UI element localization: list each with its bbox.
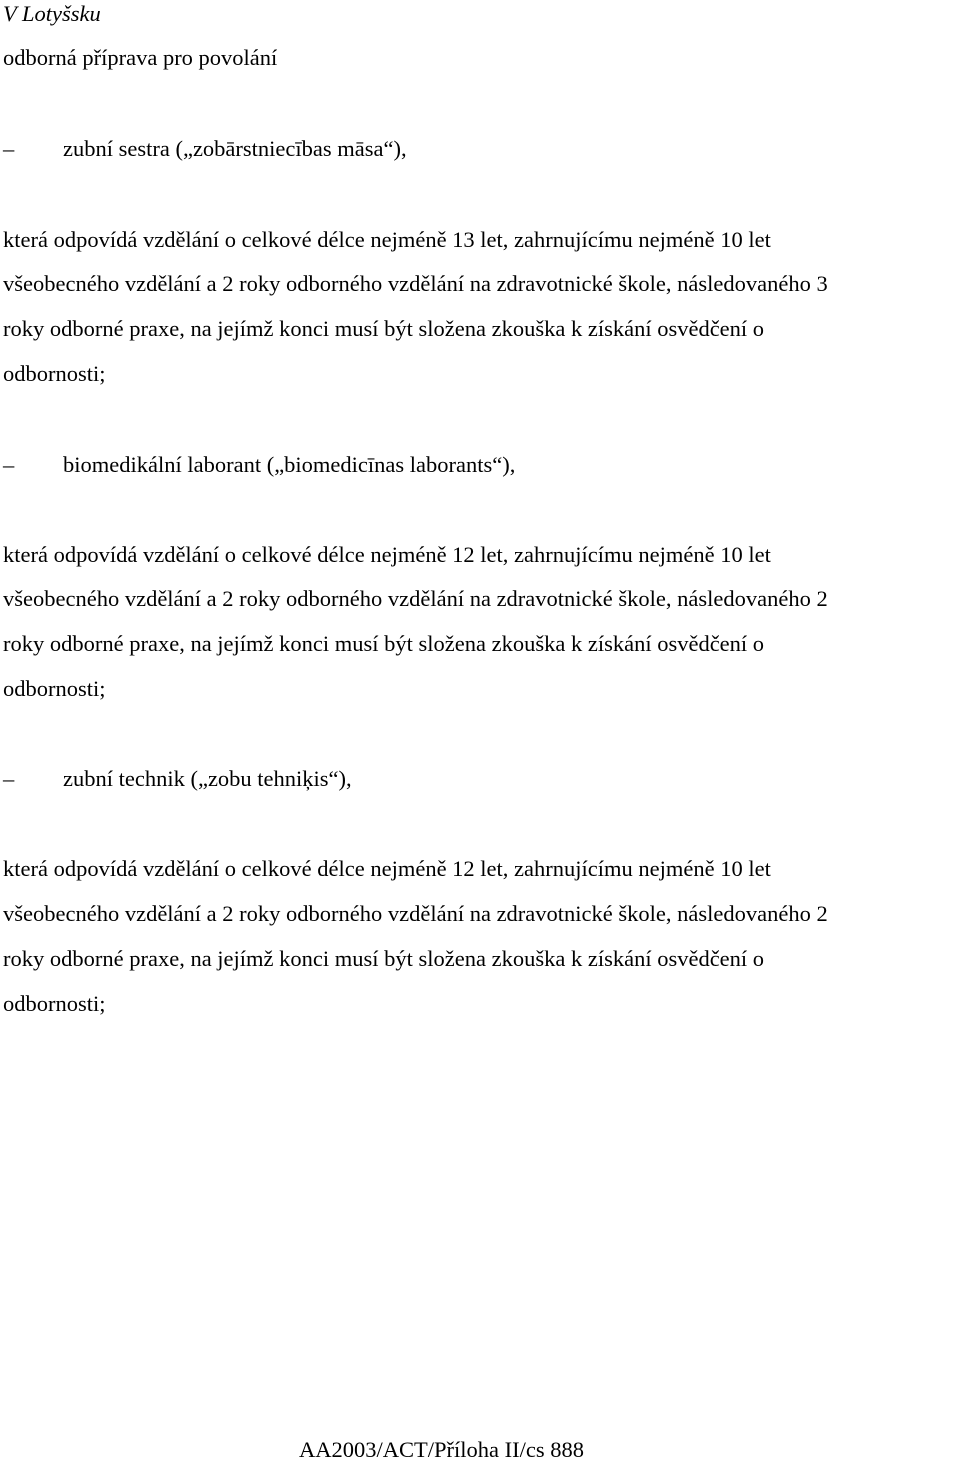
list-dash: – (3, 136, 15, 161)
item-body-line: která odpovídá vzdělání o celkové délce nejméně 12 let, zahrnujícímu nejméně 10 let (3, 542, 771, 567)
item-body-line: odbornosti; (3, 676, 106, 701)
item-body-line: všeobecného vzdělání a 2 roky odborného vzdělání na zdravotnické škole, následovaného 2 (3, 901, 828, 926)
list-dash: – (3, 452, 15, 477)
item-body-line: roky odborné praxe, na jejímž konci musí být složena zkouška k získání osvědčení o (3, 316, 765, 341)
item-body-line: všeobecného vzdělání a 2 roky odborného vzdělání na zdravotnické škole, následovaného 3 (3, 271, 828, 296)
item-body-line: všeobecného vzdělání a 2 roky odborného vzdělání na zdravotnické škole, následovaného 2 (3, 586, 828, 611)
item-title: biomedikální laborant („biomedicīnas laborants“), (63, 452, 516, 477)
page-footer: AA2003/ACT/Příloha II/cs 888 (299, 1437, 584, 1462)
item-title: zubní technik („zobu tehniķis“), (63, 766, 352, 791)
section-heading: V Lotyšsku (3, 1, 101, 26)
item-body-line: roky odborné praxe, na jejímž konci musí být složena zkouška k získání osvědčení o (3, 631, 765, 656)
item-body-line: která odpovídá vzdělání o celkové délce nejméně 13 let, zahrnujícímu nejméně 10 let (3, 227, 771, 252)
item-title: zubní sestra („zobārstniecības māsa“), (63, 136, 407, 161)
item-body-line: odbornosti; (3, 361, 106, 386)
item-body-line: roky odborné praxe, na jejímž konci musí být složena zkouška k získání osvědčení o (3, 946, 765, 971)
list-dash: – (3, 766, 15, 791)
item-body-line: odbornosti; (3, 991, 106, 1016)
item-body-line: která odpovídá vzdělání o celkové délce nejméně 12 let, zahrnujícímu nejméně 10 let (3, 856, 771, 881)
section-subheading: odborná příprava pro povolání (3, 45, 278, 70)
